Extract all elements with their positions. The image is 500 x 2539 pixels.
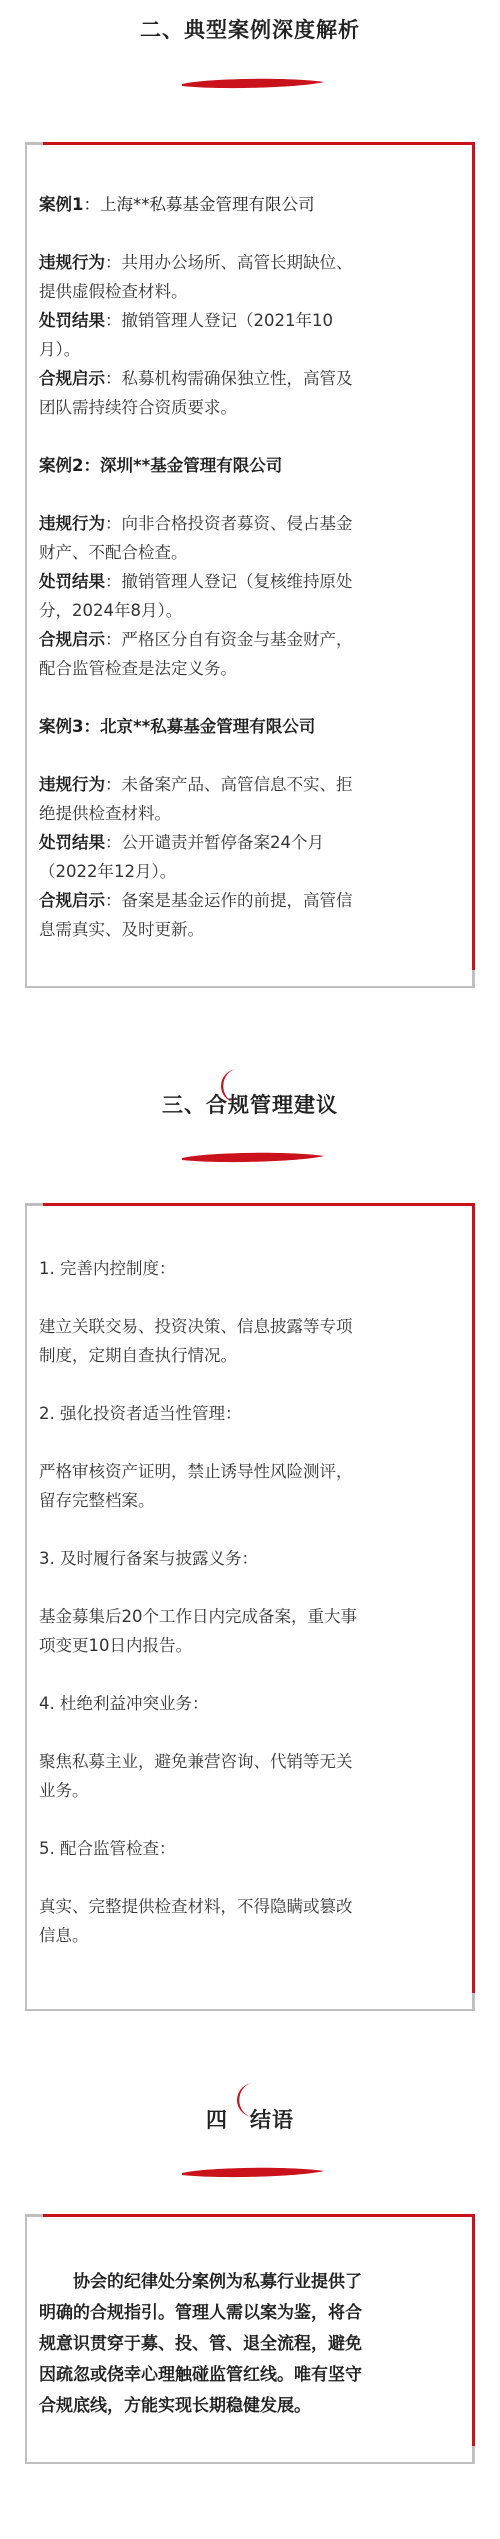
case1-penalty-cont: 月）。	[39, 340, 81, 359]
section4-title-part1: 四	[206, 2108, 228, 2132]
conclusion-card	[25, 2214, 475, 2464]
suggestion2-line2: 留存完整档案。	[39, 1491, 155, 1510]
brush-divider-icon	[178, 2165, 328, 2181]
case3-penalty: 处罚结果：公开谴责并暂停备案24个月	[39, 833, 324, 852]
case2-penalty-cont: 分，2024年8月）。	[39, 601, 183, 620]
conclusion-line3: 规意识贯穿于募、投、管、退全流程，避免	[39, 2334, 362, 2354]
section4-title-part2: 结语	[250, 2108, 294, 2132]
suggestion4-line2: 业务。	[39, 1781, 89, 1800]
case1-lesson-cont: 团队需持续符合资质要求。	[39, 398, 237, 417]
case3-title: 案例3：北京**私募基金管理有限公司	[39, 717, 316, 736]
suggestion5-line2: 信息。	[39, 1926, 89, 1945]
case2-title: 案例2：深圳**基金管理有限公司	[39, 456, 283, 475]
case1-title: 案例1：上海**私募基金管理有限公司	[39, 195, 315, 214]
conclusion-line2: 明确的合规指引。管理人需以案为鉴，将合	[39, 2303, 362, 2323]
case1-lesson: 合规启示：私募机构需确保独立性，高管及	[39, 369, 353, 388]
case2-lesson: 合规启示：严格区分自有资金与基金财产，	[39, 630, 353, 649]
case3-lesson-cont: 息需真实、及时更新。	[39, 920, 204, 939]
suggestion2-line1: 严格审核资产证明，禁止诱导性风险测评，	[39, 1462, 353, 1481]
suggestion4-line1: 聚焦私募主业，避免兼营咨询、代销等无关	[39, 1752, 353, 1771]
case1-penalty: 处罚结果：撤销管理人登记（2021年10	[39, 311, 333, 330]
cases-card	[25, 142, 475, 988]
case3-violation-cont: 绝提供检查材料。	[39, 804, 171, 823]
suggestion3-heading: 3. 及时履行备案与披露义务：	[39, 1549, 258, 1568]
suggestions-card	[25, 1203, 475, 2011]
case1-violation: 违规行为：共用办公场所、高管长期缺位、	[39, 253, 353, 272]
case3-violation: 违规行为：未备案产品、高管信息不实、拒	[39, 775, 353, 794]
suggestion5-heading: 5. 配合监管检查：	[39, 1839, 176, 1858]
suggestion3-line2: 项变更10日内报告。	[39, 1636, 192, 1655]
suggestion2-heading: 2. 强化投资者适当性管理：	[39, 1404, 242, 1423]
suggestion1-heading: 1. 完善内控制度：	[39, 1259, 176, 1278]
case2-penalty: 处罚结果：撤销管理人登记（复核维持原处	[39, 572, 353, 591]
section2-header	[0, 14, 500, 44]
conclusion-line1: 协会的纪律处分案例为私募行业提供了	[39, 2272, 362, 2292]
case2-violation-cont: 财产、不配合检查。	[39, 543, 188, 562]
section3-title: 三、合规管理建议	[162, 1093, 338, 1117]
suggestion1-line2: 制度，定期自查执行情况。	[39, 1346, 237, 1365]
case3-lesson: 合规启示：备案是基金运作的前提，高管信	[39, 891, 353, 910]
brush-divider-icon	[178, 76, 328, 92]
section2-title: 二、典型案例深度解析	[140, 18, 360, 42]
section4-title	[0, 2104, 500, 2134]
suggestion1-line1: 建立关联交易、投资决策、信息披露等专项	[39, 1317, 353, 1336]
section4-header	[0, 2104, 500, 2134]
case3-penalty-cont: （2022年12月）。	[39, 862, 177, 881]
conclusion-line5: 合规底线，方能实现长期稳健发展。	[39, 2396, 311, 2416]
suggestion5-line1: 真实、完整提供检查材料，不得隐瞒或篡改	[39, 1897, 353, 1916]
case2-lesson-cont: 配合监管检查是法定义务。	[39, 659, 237, 678]
conclusion-line4: 因疏忽或侥幸心理触碰监管红线。唯有坚守	[39, 2365, 362, 2385]
suggestion4-heading: 4. 杜绝利益冲突业务：	[39, 1694, 209, 1713]
suggestion3-line1: 基金募集后20个工作日内完成备案，重大事	[39, 1607, 357, 1626]
case2-violation: 违规行为：向非合格投资者募资、侵占基金	[39, 514, 353, 533]
brush-divider-icon	[178, 1150, 328, 1166]
case1-violation-cont: 提供虚假检查材料。	[39, 282, 188, 301]
section3-header	[0, 1089, 500, 1119]
